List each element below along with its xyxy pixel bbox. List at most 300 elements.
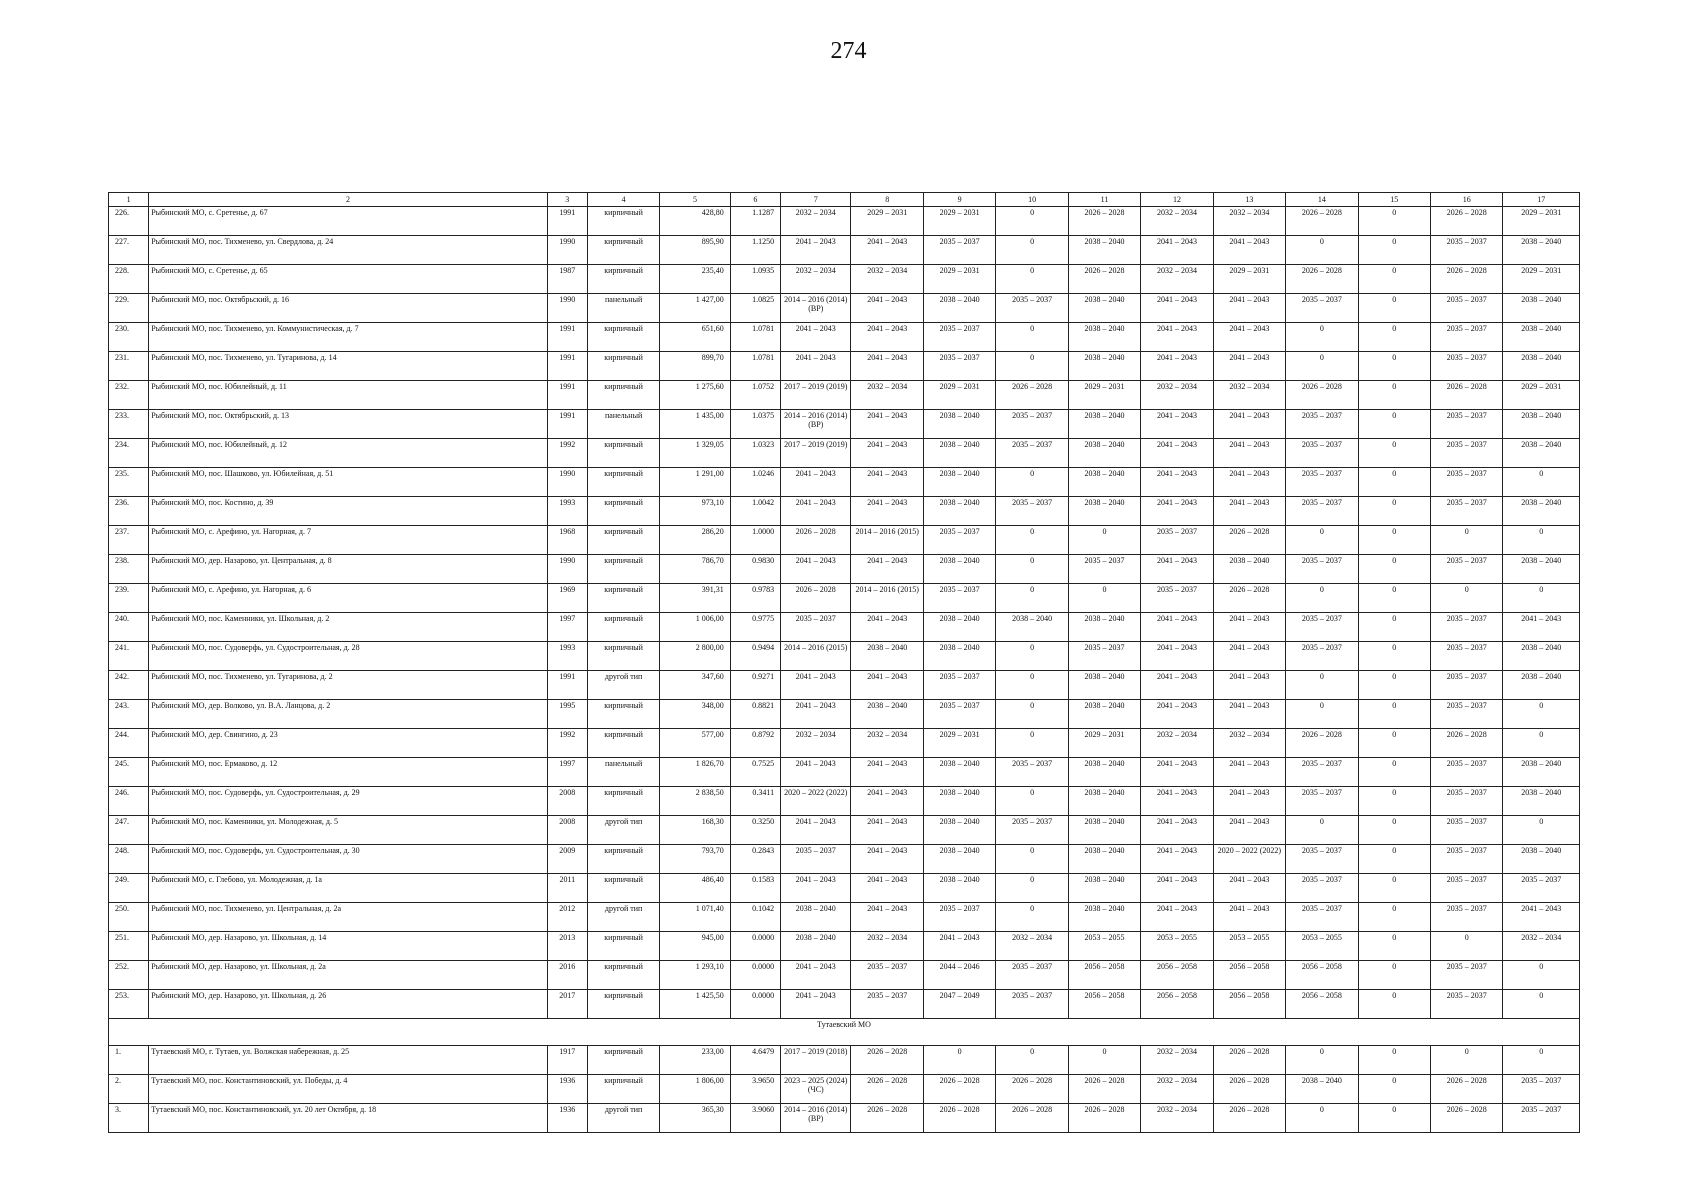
table-cell-col-1: 247. [109,816,149,845]
table-cell-col-16: 2035 – 2037 [1430,961,1502,990]
table-cell-col-3: 2008 [547,787,587,816]
table-cell-col-1: 248. [109,845,149,874]
table-cell-col-15: 0 [1358,816,1430,845]
table-cell-col-7: 2014 – 2016 (2014) (ВР) [781,1104,851,1133]
table-cell-col-13: 2026 – 2028 [1213,1075,1285,1104]
table-cell-col-11: 2038 – 2040 [1068,323,1140,352]
table-cell-col-17: 2035 – 2037 [1503,874,1580,903]
table-cell-col-10: 0 [996,584,1068,613]
table-cell-col-10: 0 [996,236,1068,265]
table-cell-col-17: 2029 – 2031 [1503,265,1580,294]
table-cell-col-12: 2041 – 2043 [1141,671,1213,700]
table-cell-col-6: 1.0752 [730,381,780,410]
table-cell-col-9: 0 [923,1046,995,1075]
table-cell-col-5: 1 006,00 [660,613,730,642]
table-cell-col-5: 899,70 [660,352,730,381]
table-row [109,990,1580,1019]
table-cell-col-10: 2026 – 2028 [996,1075,1068,1104]
table-cell-col-15: 0 [1358,787,1430,816]
table-cell-col-12: 2041 – 2043 [1141,323,1213,352]
table-cell-col-8: 2041 – 2043 [851,671,923,700]
table-cell-col-7: 2041 – 2043 [781,816,851,845]
table-cell-col-9: 2038 – 2040 [923,294,995,323]
table-cell-col-10: 0 [996,352,1068,381]
table-cell-col-1: 242. [109,671,149,700]
table-cell-col-7: 2041 – 2043 [781,700,851,729]
table-cell-col-8: 2041 – 2043 [851,439,923,468]
table-cell-col-17: 2038 – 2040 [1503,642,1580,671]
table-cell-col-8: 2041 – 2043 [851,874,923,903]
table-cell-col-8: 2038 – 2040 [851,700,923,729]
table-row [109,207,1580,236]
table-cell-col-16: 2035 – 2037 [1430,845,1502,874]
table-cell-col-9: 2038 – 2040 [923,439,995,468]
table-row [109,961,1580,990]
table-cell-col-1: 253. [109,990,149,1019]
table-cell-col-13: 2056 – 2058 [1213,961,1285,990]
repair-schedule-table [108,192,1580,1133]
table-cell-col-1: 231. [109,352,149,381]
table-cell-col-5: 651,60 [660,323,730,352]
table-cell-col-3: 1969 [547,584,587,613]
table-cell-col-1: 230. [109,323,149,352]
table-cell-col-8: 2038 – 2040 [851,642,923,671]
table-cell-col-13: 2041 – 2043 [1213,294,1285,323]
table-cell-col-6: 0.0000 [730,990,780,1019]
table-cell-col-13: 2041 – 2043 [1213,613,1285,642]
table-cell-col-1: 227. [109,236,149,265]
table-cell-col-13: 2026 – 2028 [1213,584,1285,613]
table-cell-col-1: 239. [109,584,149,613]
table-cell-col-6: 0.2843 [730,845,780,874]
table-cell-col-3: 1992 [547,729,587,758]
table-cell-col-10: 0 [996,700,1068,729]
table-cell-col-13: 2041 – 2043 [1213,468,1285,497]
table-cell-col-8: 2032 – 2034 [851,729,923,758]
table-cell-col-8: 2041 – 2043 [851,845,923,874]
table-cell-col-7: 2017 – 2019 (2019) [781,381,851,410]
table-cell-col-9: 2038 – 2040 [923,816,995,845]
table-cell-col-4: кирпичный [587,497,659,526]
table-cell-col-11: 2026 – 2028 [1068,207,1140,236]
table-cell-col-3: 1991 [547,410,587,439]
table-cell-col-5: 347,60 [660,671,730,700]
table-cell-col-3: 1936 [547,1075,587,1104]
table-cell-col-13: 2038 – 2040 [1213,555,1285,584]
table-cell-col-16: 0 [1430,526,1502,555]
table-cell-col-6: 1.0000 [730,526,780,555]
table-cell-col-8: 2041 – 2043 [851,352,923,381]
table-cell-col-7: 2038 – 2040 [781,903,851,932]
table-cell-col-9: 2035 – 2037 [923,323,995,352]
table-cell-col-14: 0 [1286,816,1358,845]
table-cell-col-2: Рыбинский МО, пос. Судоверфь, ул. Судостроительная, д. 29 [149,787,547,816]
table-cell-col-16: 2026 – 2028 [1430,381,1502,410]
table-cell-col-13: 2041 – 2043 [1213,903,1285,932]
table-cell-col-8: 2035 – 2037 [851,990,923,1019]
table-cell-col-15: 0 [1358,584,1430,613]
table-row [109,729,1580,758]
table-row [109,410,1580,439]
table-cell-col-7: 2032 – 2034 [781,729,851,758]
table-cell-col-2: Рыбинский МО, пос. Юбилейный, д. 11 [149,381,547,410]
table-cell-col-4: панельный [587,410,659,439]
table-cell-col-5: 577,00 [660,729,730,758]
table-cell-col-5: 973,10 [660,497,730,526]
table-cell-col-5: 1 293,10 [660,961,730,990]
table-cell-col-10: 0 [996,671,1068,700]
table-row [109,816,1580,845]
table-cell-col-3: 1991 [547,323,587,352]
column-header-12: 12 [1141,193,1213,207]
table-cell-col-6: 0.0000 [730,932,780,961]
table-cell-col-2: Рыбинский МО, с. Сретенье, д. 67 [149,207,547,236]
column-header-9: 9 [923,193,995,207]
table-cell-col-2: Рыбинский МО, пос. Шашково, ул. Юбилейная, д. 51 [149,468,547,497]
table-cell-col-15: 0 [1358,1104,1430,1133]
table-cell-col-7: 2041 – 2043 [781,990,851,1019]
table-cell-col-14: 2038 – 2040 [1286,1075,1358,1104]
table-cell-col-17: 2035 – 2037 [1503,1104,1580,1133]
table-cell-col-4: кирпичный [587,526,659,555]
table-cell-col-13: 2041 – 2043 [1213,323,1285,352]
table-cell-col-10: 2035 – 2037 [996,410,1068,439]
table-cell-col-8: 2014 – 2016 (2015) [851,584,923,613]
table-cell-col-9: 2035 – 2037 [923,584,995,613]
table-cell-col-14: 2026 – 2028 [1286,265,1358,294]
table-cell-col-1: 229. [109,294,149,323]
table-cell-col-7: 2026 – 2028 [781,584,851,613]
table-cell-col-4: кирпичный [587,874,659,903]
table-cell-col-1: 236. [109,497,149,526]
table-cell-col-16: 2035 – 2037 [1430,874,1502,903]
table-cell-col-6: 4.6479 [730,1046,780,1075]
table-cell-col-2: Рыбинский МО, пос. Тихменево, ул. Центральная, д. 2а [149,903,547,932]
table-cell-col-1: 2. [109,1075,149,1104]
table-cell-col-12: 2041 – 2043 [1141,352,1213,381]
table-cell-col-8: 2032 – 2034 [851,265,923,294]
column-header-8: 8 [851,193,923,207]
table-row [109,526,1580,555]
table-cell-col-4: кирпичный [587,352,659,381]
table-cell-col-2: Рыбинский МО, пос. Судоверфь, ул. Судостроительная, д. 30 [149,845,547,874]
table-cell-col-3: 1990 [547,294,587,323]
table-cell-col-17: 0 [1503,961,1580,990]
table-cell-col-1: 252. [109,961,149,990]
table-cell-col-2: Рыбинский МО, с. Сретенье, д. 65 [149,265,547,294]
table-cell-col-9: 2029 – 2031 [923,729,995,758]
table-cell-col-17: 2032 – 2034 [1503,932,1580,961]
table-cell-col-15: 0 [1358,642,1430,671]
table-cell-col-11: 2026 – 2028 [1068,1075,1140,1104]
table-cell-col-4: кирпичный [587,613,659,642]
table-cell-col-17: 0 [1503,729,1580,758]
table-cell-col-10: 2035 – 2037 [996,990,1068,1019]
section-heading-group [109,1019,1580,1046]
table-cell-col-13: 2032 – 2034 [1213,207,1285,236]
table-cell-col-14: 0 [1286,1046,1358,1075]
table-cell-col-5: 1 806,00 [660,1075,730,1104]
table-cell-col-4: другой тип [587,1104,659,1133]
table-cell-col-17: 2038 – 2040 [1503,410,1580,439]
table-row [109,700,1580,729]
table-cell-col-15: 0 [1358,671,1430,700]
table-cell-col-16: 0 [1430,932,1502,961]
table-cell-col-13: 2029 – 2031 [1213,265,1285,294]
table-cell-col-14: 0 [1286,584,1358,613]
table-cell-col-4: кирпичный [587,555,659,584]
table-cell-col-7: 2017 – 2019 (2019) [781,439,851,468]
table-cell-col-13: 2041 – 2043 [1213,874,1285,903]
table-cell-col-15: 0 [1358,990,1430,1019]
table-cell-col-14: 2026 – 2028 [1286,207,1358,236]
table-cell-col-5: 428,80 [660,207,730,236]
table-cell-col-4: кирпичный [587,729,659,758]
table-cell-col-11: 2038 – 2040 [1068,439,1140,468]
table-cell-col-2: Тутаевский МО, пос. Константиновский, ул. 20 лет Октября, д. 18 [149,1104,547,1133]
table-cell-col-2: Тутаевский МО, пос. Константиновский, ул. Победы, д. 4 [149,1075,547,1104]
table-cell-col-1: 243. [109,700,149,729]
table-cell-col-16: 2035 – 2037 [1430,497,1502,526]
section-title: Тутаевский МО [109,1019,1580,1046]
table-cell-col-2: Рыбинский МО, пос. Юбилейный, д. 12 [149,439,547,468]
table-cell-col-9: 2038 – 2040 [923,874,995,903]
table-cell-col-11: 2038 – 2040 [1068,874,1140,903]
table-cell-col-15: 0 [1358,613,1430,642]
table-cell-col-10: 2035 – 2037 [996,497,1068,526]
table-cell-col-10: 0 [996,787,1068,816]
table-cell-col-9: 2026 – 2028 [923,1075,995,1104]
table-cell-col-13: 2041 – 2043 [1213,497,1285,526]
table-cell-col-11: 2035 – 2037 [1068,555,1140,584]
table-cell-col-10: 2035 – 2037 [996,294,1068,323]
table-cell-col-9: 2035 – 2037 [923,352,995,381]
table-cell-col-16: 2035 – 2037 [1430,236,1502,265]
table-cell-col-4: кирпичный [587,642,659,671]
table-cell-col-4: кирпичный [587,207,659,236]
table-cell-col-14: 0 [1286,236,1358,265]
table-cell-col-10: 0 [996,874,1068,903]
table-cell-col-4: другой тип [587,671,659,700]
table-row [109,584,1580,613]
table-cell-col-14: 2056 – 2058 [1286,961,1358,990]
table-cell-col-3: 1990 [547,468,587,497]
table-cell-col-15: 0 [1358,961,1430,990]
table-cell-col-16: 2026 – 2028 [1430,1075,1502,1104]
table-cell-col-3: 1991 [547,207,587,236]
table-cell-col-14: 2035 – 2037 [1286,555,1358,584]
table-cell-col-16: 2035 – 2037 [1430,787,1502,816]
table-cell-col-12: 2032 – 2034 [1141,207,1213,236]
table-cell-col-17: 2041 – 2043 [1503,903,1580,932]
table-cell-col-17: 2038 – 2040 [1503,845,1580,874]
table-cell-col-6: 0.0000 [730,961,780,990]
column-header-4: 4 [587,193,659,207]
table-cell-col-12: 2041 – 2043 [1141,642,1213,671]
table-cell-col-4: кирпичный [587,439,659,468]
table-cell-col-11: 2038 – 2040 [1068,758,1140,787]
table-cell-col-2: Рыбинский МО, дер. Назарово, ул. Центральная, д. 8 [149,555,547,584]
table-cell-col-3: 2009 [547,845,587,874]
table-cell-col-13: 2041 – 2043 [1213,642,1285,671]
table-cell-col-12: 2041 – 2043 [1141,613,1213,642]
table-cell-col-17: 0 [1503,1046,1580,1075]
table-row [109,497,1580,526]
table-cell-col-10: 2035 – 2037 [996,439,1068,468]
table-cell-col-7: 2014 – 2016 (2014) (ВР) [781,410,851,439]
table-cell-col-11: 2056 – 2058 [1068,961,1140,990]
table-cell-col-2: Рыбинский МО, пос. Тихменево, ул. Тугаринова, д. 2 [149,671,547,700]
table-row [109,932,1580,961]
table-cell-col-3: 1991 [547,381,587,410]
table-cell-col-1: 244. [109,729,149,758]
column-header-7: 7 [781,193,851,207]
table-cell-col-14: 0 [1286,352,1358,381]
table-cell-col-12: 2041 – 2043 [1141,497,1213,526]
table-cell-col-8: 2041 – 2043 [851,613,923,642]
table-cell-col-11: 2038 – 2040 [1068,236,1140,265]
table-cell-col-7: 2035 – 2037 [781,613,851,642]
table-cell-col-5: 1 275,60 [660,381,730,410]
table-cell-col-6: 0.3411 [730,787,780,816]
table-cell-col-17: 0 [1503,816,1580,845]
table-cell-col-7: 2035 – 2037 [781,845,851,874]
table-cell-col-14: 0 [1286,700,1358,729]
table-row [109,265,1580,294]
column-header-11: 11 [1068,193,1140,207]
table-cell-col-15: 0 [1358,468,1430,497]
table-cell-col-7: 2041 – 2043 [781,352,851,381]
table-cell-col-10: 0 [996,526,1068,555]
table-cell-col-3: 2011 [547,874,587,903]
table-cell-col-14: 2035 – 2037 [1286,845,1358,874]
table-cell-col-2: Рыбинский МО, пос. Октябрьский, д. 13 [149,410,547,439]
table-cell-col-7: 2041 – 2043 [781,758,851,787]
table-cell-col-6: 1.1250 [730,236,780,265]
table-cell-col-12: 2041 – 2043 [1141,903,1213,932]
table-cell-col-5: 1 425,50 [660,990,730,1019]
table-cell-col-2: Рыбинский МО, дер. Назарово, ул. Школьная, д. 14 [149,932,547,961]
table-cell-col-7: 2041 – 2043 [781,236,851,265]
table-cell-col-16: 2035 – 2037 [1430,758,1502,787]
table-cell-col-5: 1 427,00 [660,294,730,323]
table-cell-col-9: 2029 – 2031 [923,207,995,236]
table-cell-col-15: 0 [1358,758,1430,787]
table-cell-col-16: 2035 – 2037 [1430,352,1502,381]
table-cell-col-6: 0.9830 [730,555,780,584]
column-header-3: 3 [547,193,587,207]
table-cell-col-14: 2026 – 2028 [1286,729,1358,758]
table-cell-col-16: 2035 – 2037 [1430,294,1502,323]
table-cell-col-7: 2041 – 2043 [781,468,851,497]
table-row [109,468,1580,497]
table-cell-col-13: 2041 – 2043 [1213,671,1285,700]
table-row [109,1046,1580,1075]
table-cell-col-3: 2013 [547,932,587,961]
table-cell-col-14: 2026 – 2028 [1286,381,1358,410]
table-cell-col-6: 0.7525 [730,758,780,787]
table-cell-col-8: 2026 – 2028 [851,1046,923,1075]
table-cell-col-10: 0 [996,468,1068,497]
table-cell-col-12: 2035 – 2037 [1141,526,1213,555]
table-cell-col-16: 2035 – 2037 [1430,990,1502,1019]
table-row [109,671,1580,700]
table-cell-col-12: 2041 – 2043 [1141,700,1213,729]
table-cell-col-16: 2026 – 2028 [1430,1104,1502,1133]
table-cell-col-12: 2032 – 2034 [1141,1104,1213,1133]
table-cell-col-11: 2029 – 2031 [1068,729,1140,758]
table-cell-col-15: 0 [1358,845,1430,874]
table-row [109,874,1580,903]
table-cell-col-5: 286,20 [660,526,730,555]
table-cell-col-17: 2029 – 2031 [1503,381,1580,410]
column-header-5: 5 [660,193,730,207]
table-cell-col-13: 2056 – 2058 [1213,990,1285,1019]
table-cell-col-2: Рыбинский МО, пос. Тихменево, ул. Тугаринова, д. 14 [149,352,547,381]
table-cell-col-11: 2053 – 2055 [1068,932,1140,961]
table-cell-col-9: 2044 – 2046 [923,961,995,990]
tutaevsky-rows [109,1046,1580,1133]
table-cell-col-7: 2026 – 2028 [781,526,851,555]
table-cell-col-5: 365,30 [660,1104,730,1133]
table-cell-col-10: 2035 – 2037 [996,961,1068,990]
column-header-6: 6 [730,193,780,207]
table-cell-col-4: кирпичный [587,961,659,990]
table-cell-col-1: 237. [109,526,149,555]
table-cell-col-7: 2020 – 2022 (2022) [781,787,851,816]
table-cell-col-13: 2026 – 2028 [1213,1104,1285,1133]
table-cell-col-10: 2038 – 2040 [996,613,1068,642]
table-cell-col-13: 2041 – 2043 [1213,352,1285,381]
table-cell-col-8: 2032 – 2034 [851,932,923,961]
table-cell-col-5: 786,70 [660,555,730,584]
table-cell-col-16: 2035 – 2037 [1430,642,1502,671]
column-header-13: 13 [1213,193,1285,207]
table-cell-col-15: 0 [1358,932,1430,961]
table-cell-col-16: 2035 – 2037 [1430,410,1502,439]
table-cell-col-16: 2026 – 2028 [1430,207,1502,236]
table-cell-col-8: 2041 – 2043 [851,323,923,352]
table-cell-col-11: 0 [1068,584,1140,613]
table-cell-col-14: 0 [1286,323,1358,352]
table-cell-col-10: 0 [996,207,1068,236]
table-cell-col-3: 2012 [547,903,587,932]
table-cell-col-6: 1.0246 [730,468,780,497]
table-header [109,193,1580,207]
table-cell-col-10: 0 [996,555,1068,584]
table-cell-col-4: кирпичный [587,1046,659,1075]
table-cell-col-13: 2032 – 2034 [1213,381,1285,410]
table-cell-col-2: Рыбинский МО, с. Глебово, ул. Молодежная, д. 1а [149,874,547,903]
table-cell-col-12: 2041 – 2043 [1141,845,1213,874]
table-cell-col-5: 1 826,70 [660,758,730,787]
table-cell-col-1: 245. [109,758,149,787]
table-cell-col-10: 2026 – 2028 [996,1104,1068,1133]
table-cell-col-16: 0 [1430,1046,1502,1075]
table-cell-col-9: 2038 – 2040 [923,410,995,439]
table-cell-col-8: 2041 – 2043 [851,787,923,816]
table-cell-col-14: 2035 – 2037 [1286,439,1358,468]
table-cell-col-15: 0 [1358,526,1430,555]
table-cell-col-13: 2041 – 2043 [1213,236,1285,265]
table-cell-col-3: 1917 [547,1046,587,1075]
table-cell-col-4: кирпичный [587,932,659,961]
table-cell-col-11: 2026 – 2028 [1068,265,1140,294]
table-cell-col-6: 0.3250 [730,816,780,845]
table-cell-col-11: 2029 – 2031 [1068,381,1140,410]
table-cell-col-3: 1997 [547,758,587,787]
table-cell-col-16: 2035 – 2037 [1430,903,1502,932]
